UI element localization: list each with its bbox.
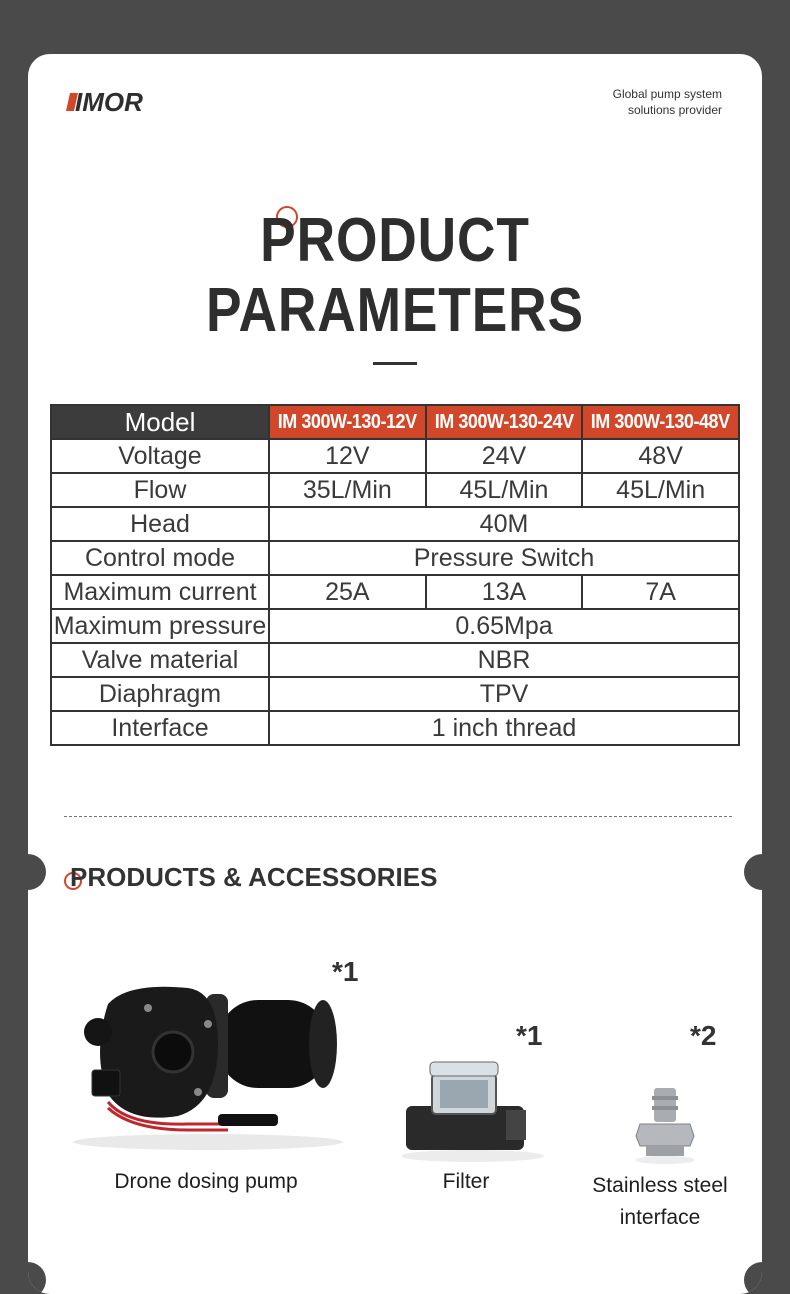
fitting-caption-line1: Stainless steel: [592, 1174, 728, 1197]
table-header-row: [51, 405, 739, 439]
tagline-line2: solutions provider: [627, 103, 722, 117]
logo-text: IMOR: [75, 90, 143, 116]
header-model-label: Model: [51, 405, 269, 439]
pump-quantity: *1: [332, 956, 359, 987]
row-label: Valve material: [51, 643, 269, 677]
title-line1: PRODUCT: [260, 206, 530, 275]
imor-logo: [66, 90, 192, 116]
cell-value: 25A: [269, 575, 426, 609]
row-label: Voltage: [51, 439, 269, 473]
header-model-48v: IM 300W-130-48V: [582, 405, 739, 439]
cell-value: 48V: [582, 439, 739, 473]
row-label: Control mode: [51, 541, 269, 575]
card-notch-bottom-left: [28, 1262, 46, 1294]
card-notch-bottom-right: [744, 1262, 762, 1294]
fitting-caption-line2: interface: [619, 1206, 701, 1229]
title-line2: PARAMETERS: [206, 276, 584, 345]
tagline-line1: Global pump system: [612, 87, 722, 101]
card-notch-right: [744, 854, 762, 890]
table-row: [51, 507, 739, 541]
title-underline: [373, 362, 417, 365]
row-label: Head: [51, 507, 269, 541]
cell-value: 7A: [582, 575, 739, 609]
table-row: [51, 643, 739, 677]
filter-quantity: *1: [516, 1020, 543, 1051]
row-label: Maximum pressure: [51, 609, 269, 643]
table-row: [51, 575, 739, 609]
cell-value: NBR: [269, 643, 739, 677]
parameters-table: [50, 404, 740, 746]
cell-value: 35L/Min: [269, 473, 426, 507]
table-row: [51, 677, 739, 711]
cell-value: 40M: [269, 507, 739, 541]
cell-value: 13A: [426, 575, 583, 609]
fitting-quantity: *2: [690, 1020, 717, 1051]
section-title: PRODUCTS & ACCESSORIES: [70, 862, 438, 892]
table-row: [51, 541, 739, 575]
cell-value: 1 inch thread: [269, 711, 739, 745]
cell-value: 0.65Mpa: [269, 609, 739, 643]
cell-value: 45L/Min: [582, 473, 739, 507]
header-model-12v: IM 300W-130-12V: [269, 405, 426, 439]
row-label: Diaphragm: [51, 677, 269, 711]
row-label: Maximum current: [51, 575, 269, 609]
cell-value: 12V: [269, 439, 426, 473]
table-row: [51, 711, 739, 745]
cell-value: 24V: [426, 439, 583, 473]
dashed-divider: [64, 816, 732, 817]
header-model-24v: IM 300W-130-24V: [426, 405, 583, 439]
fitting-caption: [576, 1170, 744, 1234]
filter-image: [402, 1054, 552, 1164]
row-label: Interface: [51, 711, 269, 745]
cell-value: 45L/Min: [426, 473, 583, 507]
fitting-image: [630, 1084, 700, 1164]
pump-image: [68, 974, 348, 1154]
card-notch-left: [28, 854, 46, 890]
table-row: [51, 439, 739, 473]
content-card: [28, 54, 762, 1294]
table-row: [51, 473, 739, 507]
pump-caption: Drone dosing pump: [114, 1170, 298, 1193]
filter-caption: Filter: [442, 1170, 490, 1193]
tagline: [613, 86, 722, 118]
row-label: Flow: [51, 473, 269, 507]
cell-value: Pressure Switch: [269, 541, 739, 575]
cell-value: TPV: [269, 677, 739, 711]
table-row: [51, 609, 739, 643]
page-title: [79, 206, 710, 346]
